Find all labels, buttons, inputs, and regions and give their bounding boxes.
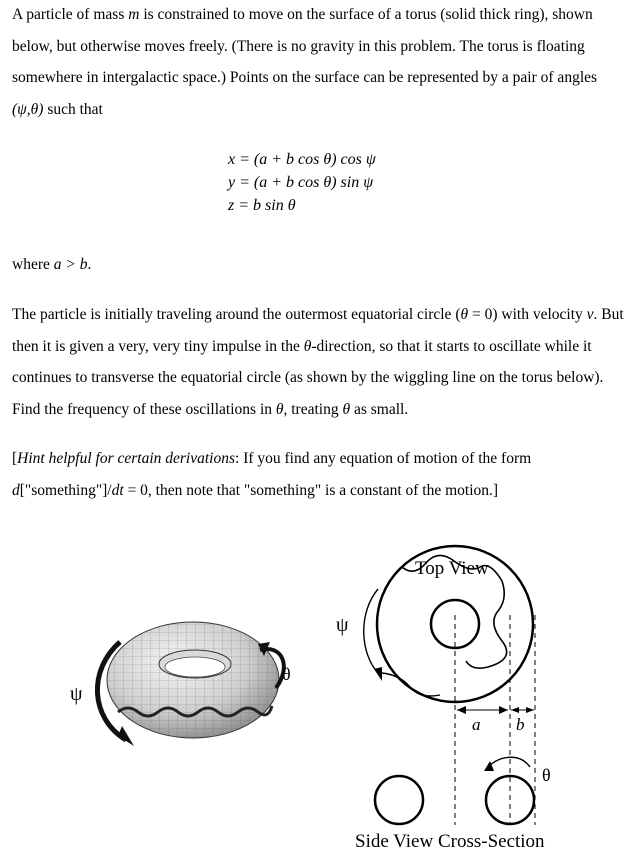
theta-arrow-side [484, 757, 530, 771]
parametric-equations [228, 148, 376, 217]
problem-statement: The particle is initially traveling around the outermost equatorial circle (θ = 0) with velocity v. But then it is given a very, very tiny impulse in the θ-direction, so that it starts to oscillate while it continues to transverse the equatorial circle (as shown by the wiggling line on the torus below). Find the frequency of these oscillations in θ, treating θ as small. [12, 306, 624, 418]
equation-z: z = b sin θ [228, 197, 296, 214]
psi-label-torus: ψ [70, 683, 83, 705]
label-a: a [472, 715, 481, 734]
top-view-diagram [330, 535, 630, 854]
side-view-left-circle [375, 776, 423, 824]
mass-symbol: m [128, 6, 140, 23]
psi-label-top: ψ [336, 614, 349, 636]
torus-body [107, 622, 279, 738]
problem-intro: A particle of mass m is constrained to move on the surface of a torus (solid thick ring), shown below, but otherwise moves freely. (There is no gravity in this problem. The torus is floating somewhere in intergalactic space.) Points on the surface can be represented by a pair of angles (ψ,θ) such that [12, 6, 598, 118]
condition-line: where a > b. [12, 256, 92, 273]
side-view-label: Side View Cross-Section [355, 831, 545, 852]
label-b: b [516, 715, 525, 734]
torus-illustration [60, 600, 320, 770]
angle-pair: (ψ,θ) [12, 100, 44, 118]
equation-x: x = (a + b cos θ) cos ψ [228, 151, 376, 168]
equation-y: y = (a + b cos θ) sin ψ [228, 174, 374, 191]
dimension-b [511, 707, 534, 713]
hint-paragraph: [Hint helpful for certain derivations: If you find any equation of motion of the form d["something"]/dt = 0, then note that "something" is a constant of the motion.] [12, 450, 532, 499]
theta-label-torus: θ [282, 664, 291, 684]
top-view-label: Top View [415, 558, 489, 579]
theta-label-side: θ [542, 765, 551, 785]
dimension-a [457, 706, 508, 714]
